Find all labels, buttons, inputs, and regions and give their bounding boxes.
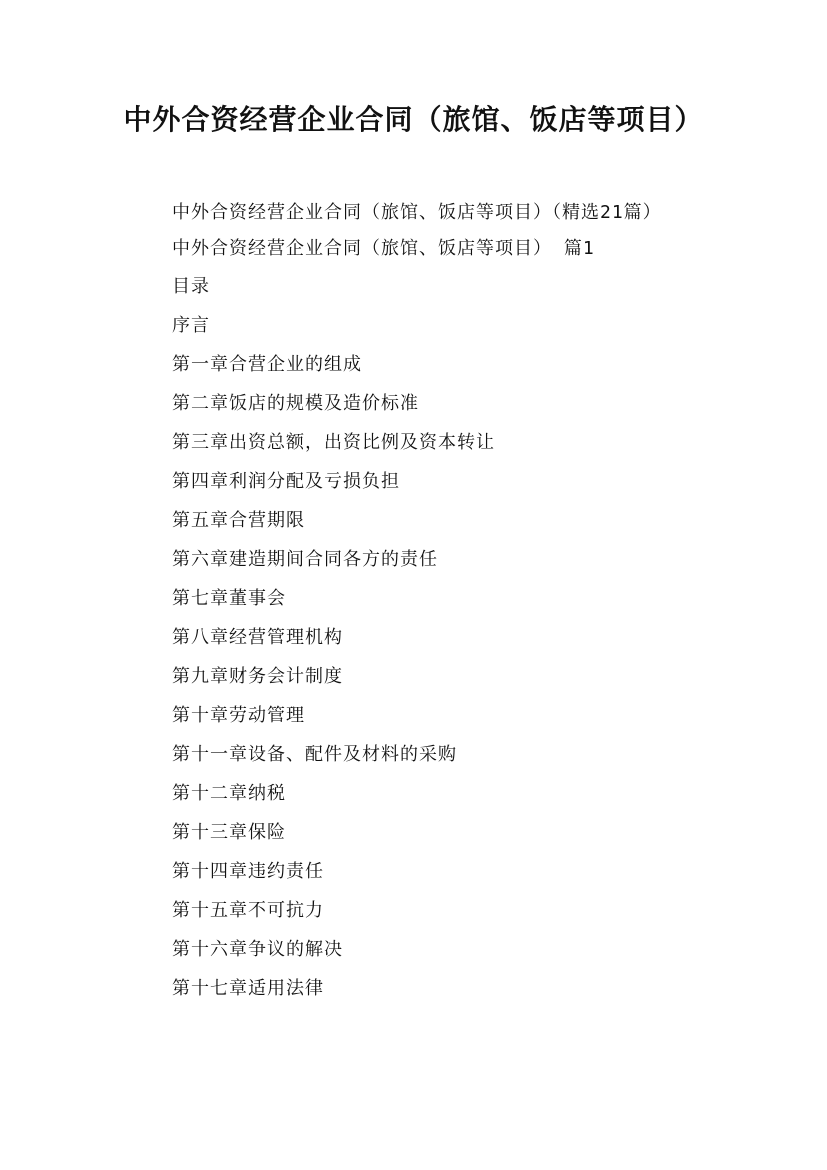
toc-item: 第六章建造期间合同各方的责任 xyxy=(172,549,438,570)
document-title: 中外合资经营企业合同（旅馆、饭店等项目） xyxy=(123,103,704,136)
toc-item: 第二章饭店的规模及造价标准 xyxy=(172,393,419,414)
article-heading: 中外合资经营企业合同（旅馆、饭店等项目） 篇1 xyxy=(172,238,595,259)
toc-item: 第七章董事会 xyxy=(172,588,286,609)
toc-item: 第四章利润分配及亏损负担 xyxy=(172,471,400,492)
toc-item: 第十二章纳税 xyxy=(172,783,286,804)
toc-item: 第十七章适用法律 xyxy=(172,978,324,999)
toc-item: 第十五章不可抗力 xyxy=(172,900,324,921)
toc-item: 第九章财务会计制度 xyxy=(172,666,343,687)
document-body xyxy=(126,196,706,1008)
toc-item: 第三章出资总额，出资比例及资本转让 xyxy=(172,432,495,453)
toc-item: 第五章合营期限 xyxy=(172,510,305,531)
toc-item: 第十章劳动管理 xyxy=(172,705,305,726)
table-of-contents xyxy=(126,230,706,1008)
toc-item: 第八章经营管理机构 xyxy=(172,627,343,648)
toc-item: 第一章合营企业的组成 xyxy=(172,354,362,375)
toc-item: 第十四章违约责任 xyxy=(172,861,324,882)
toc-heading: 目录 xyxy=(172,276,210,297)
toc-item: 第十六章争议的解决 xyxy=(172,939,343,960)
intro-paragraph: 中外合资经营企业合同（旅馆、饭店等项目）（精选21篇） xyxy=(172,202,662,223)
toc-item: 第十一章设备、配件及材料的采购 xyxy=(172,744,457,765)
toc-item: 第十三章保险 xyxy=(172,822,286,843)
toc-item: 序言 xyxy=(172,315,210,336)
